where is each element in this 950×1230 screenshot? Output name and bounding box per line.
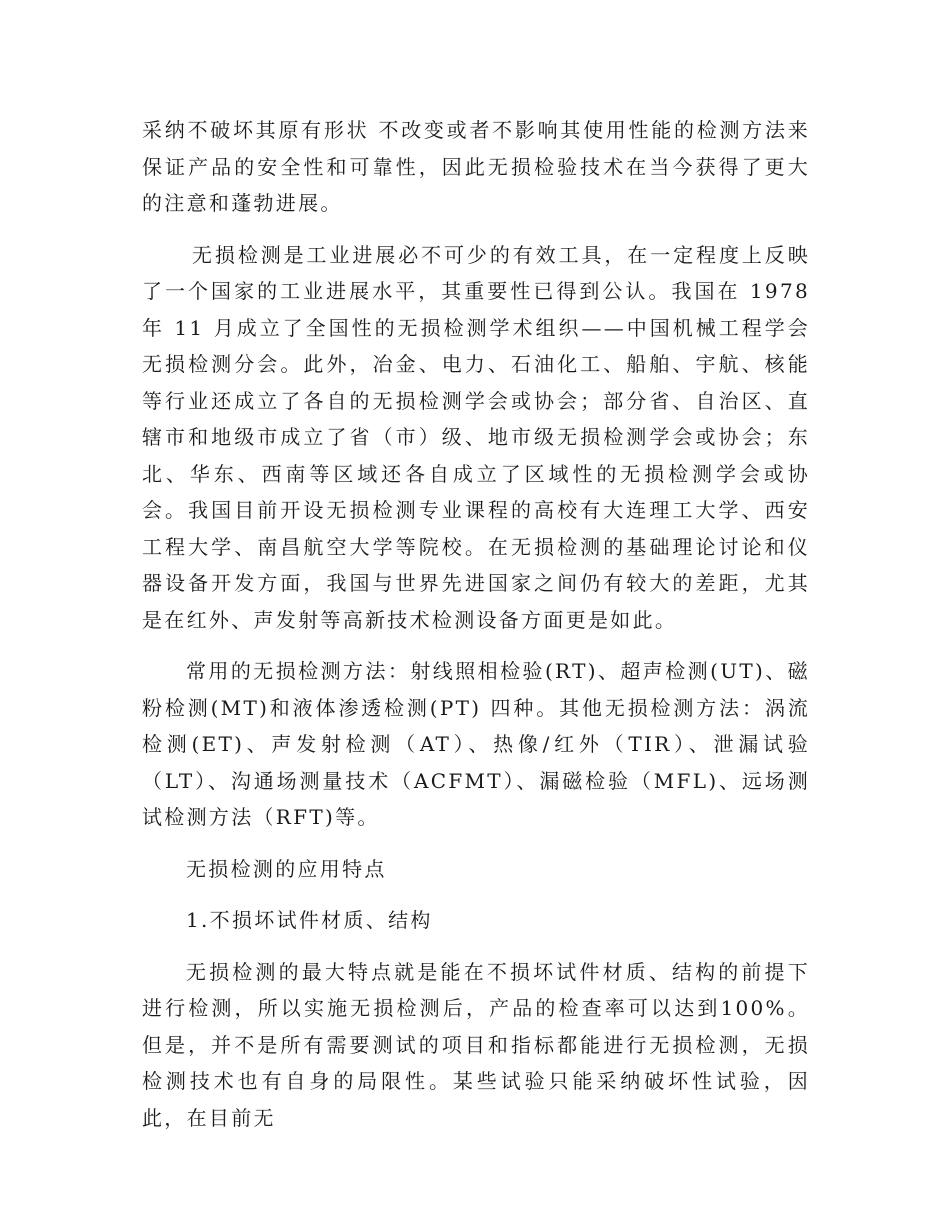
paragraph-3: 常用的无损检测方法：射线照相检验(RT)、超声检测(UT)、磁粉检测(MT)和液体渗透检测(PT) 四种。其他无损检测方法：涡流检测(ET)、声发射检测（AT）、热像/红外（TIR）、泄漏试验（LT）、沟通场测量技术（ACFMT）、漏磁检验（MFL)、远场测试检测方法（RFT)等。 — [142, 659, 810, 829]
paragraph-4: 无损检测的最大特点就是能在不损坏试件材质、结构的前提下进行检测，所以实施无损检测后，产品的检查率可以达到100%。但是，并不是所有需要测试的项目和指标都能进行无损检测，无损检测技术也有自身的局限性。某些试验只能采纳破坏性试验，因此，在目前无 — [142, 959, 810, 1130]
subsection-heading: 1.不损坏试件材质、结构 — [186, 908, 433, 932]
section-heading: 无损检测的应用特点 — [186, 856, 387, 881]
document-body — [142, 112, 810, 1151]
paragraph-2: 无损检测是工业进展必不可少的有效工具，在一定程度上反映了一个国家的工业进展水平，其重要性已得到公认。我国在 1978 年 11 月成立了全国性的无损检测学术组织——中国机械工程学会无损检测分会。此外，冶金、电力、石油化工、船舶、宇航、核能等行业还成立了各自的无损检测学会或协会；部分省、自治区、直辖市和地级市成立了省（市）级、地市级无损检测学会或协会；东北、华东、西南等区域还各自成立了区域性的无损检测学会或协会。我国目前开设无损检测专业课程的高校有大连理工大学、西安工程大学、南昌航空大学等院校。在无损检测的基础理论讨论和仪器设备开发方面，我国与世界先进国家之间仍有较大的差距，尤其是在红外、声发射等高新技术检测设备方面更是如此。 — [142, 242, 810, 632]
paragraph-1: 采纳不破坏其原有形状 不改变或者不影响其使用性能的检测方法来保证产品的安全性和可靠性，因此无损检验技术在当今获得了更大的注意和蓬勃进展。 — [142, 118, 810, 215]
